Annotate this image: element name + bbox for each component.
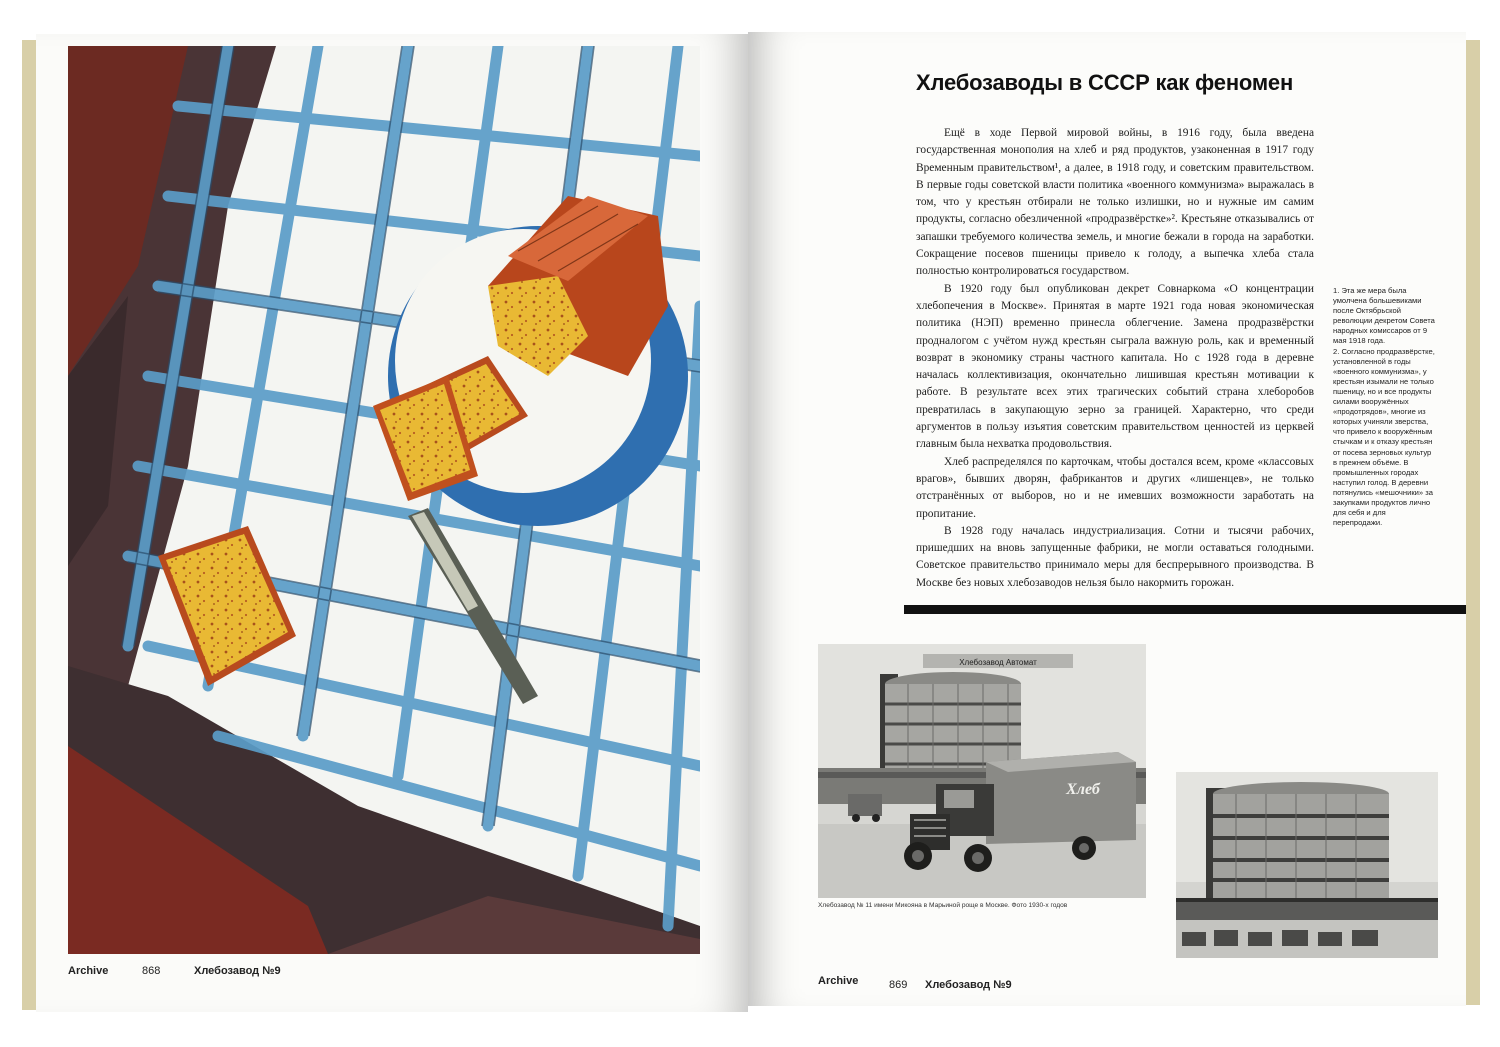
left-folio-page-number: 868: [142, 965, 161, 977]
black-divider-bar: [904, 605, 1466, 614]
left-folio-section: Archive: [68, 965, 109, 977]
body-paragraph-4: В 1928 году началась индустриализация. Сотни и тысячи рабочих, пришедших на вновь запущенные фабрики, не могли оставаться голодными. Советское правительство принимало меры для беспрерывного производства. В Москве без новых хлебозаводов нельзя было накормить горожан.: [916, 524, 1314, 589]
round-bakery-building-photo: [1176, 772, 1438, 958]
footnotes: [1333, 286, 1437, 528]
right-folio-section: Archive: [818, 975, 859, 987]
bread-still-life-illustration: [68, 46, 700, 954]
footnote-1: 1. Эта же мера была умолчена большевиками после Октябрьской революции декретом Совета народных комиссаров от 9 мая 1918 года.: [1333, 286, 1435, 346]
left-folio-title: Хлебозавод №9: [194, 965, 281, 977]
article-body: [916, 125, 1314, 592]
footnote-2: 2. Согласно продразвёрстке, установленной в годы «военного коммунизма», у крестьян изымали не только пшеницу, но и все продукты силами вооружённых «продотрядов», многие из которых учиняли зверства, что привело к вооружённым стычкам и к отказу крестьян от посева зерновых культур в прежнем объёме. В промышленных городах наступил голод. В деревни потянулись «мешочники» за закупками продуктов лично для себя и для перепродажи.: [1333, 346, 1435, 528]
truck-sign-text: Хлеб: [1066, 781, 1100, 798]
body-paragraph-2: В 1920 году был опубликован декрет Совнаркома «О концентрации хлебопечения в Москве». Принятая в марте 1921 года новая экономическая политика (НЭП) временно принесла облегчение. Замена продразвёрстки продналогом с учётом нужд крестьян сыграла важную роль, как и временный возврат в экономику страны частного капитала. Но с 1928 года в деревне началась коллективизация, окончательно лишившая крестьян мотивации к работе. В результате всех этих трагических событий страна хлеборобов превратилась в закупающую зерно за границей. Характерно, что среди аргументов в пользу изъятия советским правительством ценностей из церквей главным была нехватка продовольствия.: [916, 282, 1314, 451]
right-folio-title: Хлебозавод №9: [925, 979, 1012, 991]
body-paragraph-1: Ещё в ходе Первой мировой войны, в 1916 году, была введена государственная монополия на хлеб и ряд продуктов, узаконенная в 1917 году Временным правительством¹, а далее, в 1918 году, и советским правительством. В первые годы советской власти политика «военного коммунизма» выражалась в том, что у крестьян отбирали не только излишки, но и нужные им самим продукты, согласно обезличенной «продразвёрстке»². Крестьяне отказывались от запашки требуемого количества земель, и многие бежали в города на заработки. Сокращение посевов пшеницы привело к голоду, а выпечка хлеба стала полностью контролироваться государством.: [916, 127, 1314, 278]
right-folio-page-number: 869: [889, 979, 908, 991]
body-paragraph-3: Хлеб распределялся по карточкам, чтобы достался всем, кроме «классовых врагов», бывших дворян, фабрикантов и других «лишенцев», не только отстранённых от выборов, но и не имевших возможности заработать на пропитание.: [916, 455, 1314, 520]
article-title: Хлебозаводы в СССР как феномен: [916, 70, 1294, 95]
photo-caption: Хлебозавод № 11 имени Микояна в Марьиной роще в Москве. Фото 1930-х годов: [818, 902, 1068, 909]
bakery-sign-text: Хлебозавод Автомат: [959, 658, 1037, 667]
bakery-truck-photo: [818, 644, 1146, 898]
